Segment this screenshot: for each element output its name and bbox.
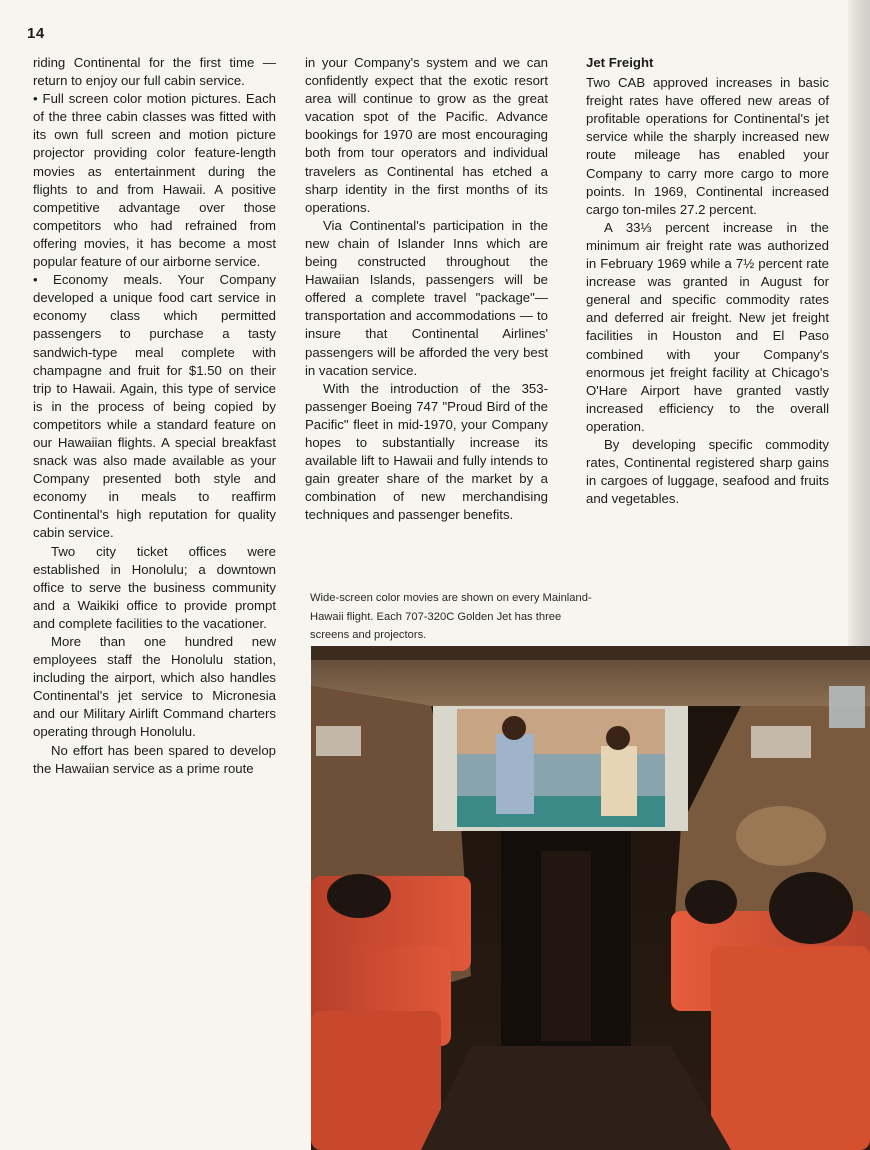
photo-caption: Wide-screen color movies are shown on every Mainland-Hawaii flight. Each 707-320C Golden Jet has three screens and projectors. [310,592,592,641]
paragraph: Via Continental's participation in the new chain of Islander Inns which are being constructed throughout the Hawaiian Islands, passengers will be offered a complete travel "package"— transportation and accommodations — to insure that Continental Airlines' passengers will be afforded the very best in vacation service. [305,217,548,378]
text-column-1 [33,54,276,778]
paragraph: Two CAB approved increases in basic freight rates have offered new areas of profitable operations for Continental's jet service while the sharply increased new route mileage has enabled your Company to carry more cargo to more points. In 1969, Continental increased cargo ton-miles 27.2 percent. [586,75,829,217]
paragraph: Two city ticket offices were established in Honolulu; a downtown office to serve the business community and a Waikiki office to provide prompt and complete facilities to the vacationer. [33,543,276,631]
paragraph: A 33⅓ percent increase in the minimum air freight rate was authorized in February 1969 while a 7½ percent rate increase was granted in August for general and specific commodity rates and deferred air freight. New jet freight facilities in Houston and El Paso combined with your Company's enormous jet freight facility at Chicago's O'Hare Airport have granted vastly increased efficiency to the overall operation. [586,219,829,434]
paragraph: in your Company's system and we can confidently expect that the exotic resort area will continue to grow as the great vacation spot of the Pacific. Advance bookings for 1970 are most encouraging both from tour operators and individual travelers as Continental has etched a sharp identity in the first months of its operations. [305,55,548,215]
text-column-2 [305,54,548,524]
paragraph: • Full screen color motion pictures. Each of the three cabin classes was fitted with its own full screen and motion picture projector providing color feature-length movies as entertainment during the flights to and from Hawaii. A positive competitive advantage over those competitors who had refrained from offering movies, it has become a most popular feature of our airborne service. [33,91,276,270]
paragraph: riding Continental for the first time — return to enjoy our full cabin service. [33,55,276,89]
text-column-3 [586,54,829,508]
paragraph: More than one hundred new employees staff the Honolulu station, including the airport, which also handles Continental's jet service to Micronesia and our Military Airlift Command charters operating through Honolulu. [33,634,276,740]
paragraph: No effort has been spared to develop the Hawaiian service as a prime route [33,742,276,776]
cabin-movie-photo [311,646,870,1150]
section-heading-jet-freight: Jet Freight [586,55,654,70]
cabin-movie-illustration [311,646,870,1150]
paragraph: With the introduction of the 353-passenger Boeing 747 "Proud Bird of the Pacific" fleet in mid-1970, your Company hopes to substantially increase its available lift to Hawaii and fully intends to gain greater share of the market by a combination of new merchandising techniques and passenger benefits. [305,380,548,523]
paragraph: By developing specific commodity rates, Continental registered sharp gains in cargoes of luggage, seafood and fruits and vegetables. [586,436,829,507]
paragraph: • Economy meals. Your Company developed a unique food cart service in economy class which permitted passengers to purchase a tasty sandwich-type meal complete with champagne and fruit for $1.50 on their trip to Hawaii. Again, this type of service is in the process of being copied by competitors while a standard feature on our Hawaiian flights. A special breakfast snack was also made available as your Company presented both style and economy in meals to reaffirm Continental's high reputation for quality cabin service. [33,272,276,541]
page-number: 14 [27,25,45,42]
